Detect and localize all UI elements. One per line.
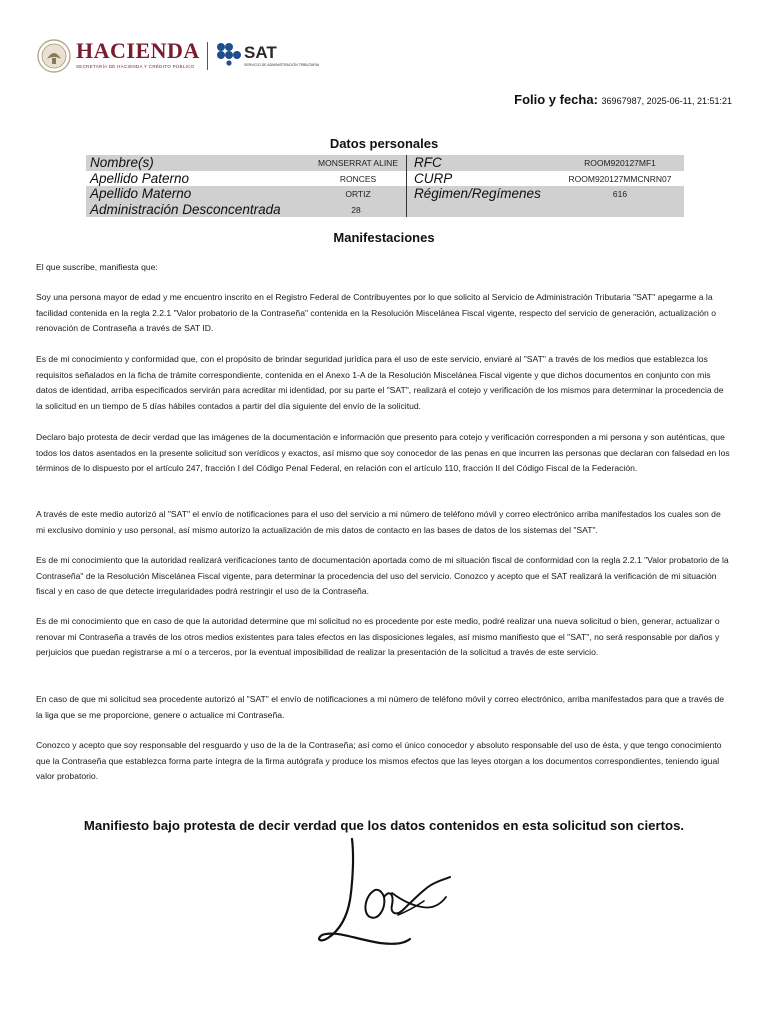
nombre-value: MONSERRAT ALINE <box>318 158 398 168</box>
curp-value: ROOM920127MMCNRN07 <box>568 173 672 184</box>
table-row <box>86 202 684 218</box>
paragraph: Conozco y acepto que soy responsable del resguardo y uso de la de la Contraseña; así como el único conocedor y absoluto responsable del uso de ésta, y que tengo conocimiento que la Contraseña que establezca forma parte íntegra de la firma autógrafa y produce los mismos efectos que las leyes otorgan a los documentos correspondientes, teniendo igual valor probatorio. <box>36 740 722 782</box>
manifestaciones-body <box>36 260 732 276</box>
paragraph-block <box>36 290 732 337</box>
paragraph-block <box>36 553 732 600</box>
folio-value: 36967987, 2025-06-11, 21:51:21 <box>601 96 732 106</box>
hacienda-logo-subtitle: SECRETARÍA DE HACIENDA Y CRÉDITO PÚBLICO <box>76 64 195 69</box>
paragraph-block <box>36 507 732 538</box>
folio-label: Folio y fecha: <box>514 92 598 107</box>
apellido-materno-label: Apellido Materno <box>90 186 192 201</box>
regimen-value: 616 <box>612 189 628 199</box>
folio-date <box>514 92 732 107</box>
paragraph-block <box>36 614 732 661</box>
coat-of-arms-seal-icon <box>36 38 72 74</box>
sat-logo-icon <box>216 42 242 66</box>
table-divider <box>406 155 407 217</box>
paragraph: Es de mi conocimiento que la autoridad realizará verificaciones tanto de documentación aportada como de mi situación fiscal de conformidad con la regla 2.2.1 "Valor probatorio de la Contraseña" de la Resolución Miscelánea Fiscal vigente, para determinar la procedencia del uso del servicio. Conozco y acepto que el SAT realizará la verificación de mi situación fiscal y en caso de que detecte irregularidades podrá restringir el uso de la Contraseña. <box>36 555 729 597</box>
rfc-label: RFC <box>414 155 442 170</box>
paragraph: En caso de que mi solicitud sea procedente autorizó al "SAT" el envío de notificaciones a mi número de teléfono móvil y correo electrónico, arriba manifestados para que a través de la liga que se me proporcione, genere o actualice mi Contraseña. <box>36 694 725 720</box>
apellido-paterno-label: Apellido Paterno <box>90 170 190 186</box>
table-row <box>86 186 684 202</box>
paragraph-block <box>36 430 732 477</box>
manifestaciones-title: Manifestaciones <box>333 230 435 245</box>
table-row <box>86 155 684 171</box>
rfc-value: ROOM920127MF1 <box>584 158 656 168</box>
paragraph-block <box>36 352 732 414</box>
regimen-label: Régimen/Regímenes <box>414 186 541 201</box>
apellido-materno-value: ORTIZ <box>345 189 371 199</box>
hacienda-logo-title: HACIENDA <box>76 38 200 63</box>
paragraph-block <box>36 692 732 723</box>
table-row <box>86 171 684 187</box>
administracion-label: Administración Desconcentrada <box>90 201 281 217</box>
document-header <box>36 36 436 76</box>
apellido-paterno-value: RONCES <box>339 173 377 184</box>
paragraph: Soy una persona mayor de edad y me encuentro inscrito en el Registro Federal de Contribuyentes por lo que solicito al Servicio de Administración Tributaria "SAT" apegarme a la facilidad contenida en la regla 2.2.1 "Valor probatorio de la Contraseña" contenida en la Resolución Miscelánea Fiscal vigente, respecto del servicio de generación, actualización o renovación de Contraseña a través de SAT ID. <box>36 292 717 334</box>
paragraph: A través de este medio autorizó al "SAT" el envío de notificaciones para el uso del servicio a mi número de teléfono móvil y correo electrónico arriba manifestados los cuales son de mi exclusivo dominio y uso personal, así mismo autorizo la actualización de mis datos de contacto en las bases de datos de los sistemas del "SAT". <box>36 509 721 535</box>
closing-statement: Manifiesto bajo protesta de decir verdad que los datos contenidos en esta solicitud son ciertos. <box>83 818 685 833</box>
sat-logo-title: SAT <box>244 43 277 62</box>
datos-personales-title: Datos personales <box>329 136 439 151</box>
paragraph: Declaro bajo protesta de decir verdad que las imágenes de la documentación e información que presento para cotejo y verificación corresponden a mi persona y son auténticas, que todos los datos asentados en la presente solicitud son verídicos y exactos, así mismo que soy conocedor de las penas en que incurren las personas que declaran con falsedad en los términos de lo dispuesto por el artículo 247, fracción I del Código Penal Federal, en relación con el artículo 110, fracción II del Código Fiscal de la Federación. <box>36 432 730 474</box>
paragraph-block <box>36 738 732 785</box>
paragraph: Es de mi conocimiento que en caso de que la autoridad determine que mi solicitud no es procedente por este medio, podré realizar una nueva solicitud o bien, generar, actualizar o renovar mi Contraseña a través de los otros medios existentes para tales efectos en las disposiciones legales, así mismo manifiesto que el "SAT", no será responsable por daños y perjuicios que puedan registrarse a mí o a terceros, por la eventual imposibilidad de realizar la presentación de la solicitud a través de este servicio. <box>36 616 720 658</box>
curp-label: CURP <box>414 170 453 186</box>
sat-logo-subtitle: SERVICIO DE ADMINISTRACIÓN TRIBUTARIA <box>244 63 320 67</box>
paragraph: El que suscribe, manifiesta que: <box>36 262 158 272</box>
paragraph: Es de mi conocimiento y conformidad que, con el propósito de brindar seguridad jurídica para el uso de este servicio, enviaré al "SAT" a través de los medios que establezca los requisitos señalados en la ficha de trámite correspondiente, contenida en el Anexo 1-A de la Resolución Miscelánea Fiscal vigente y que dichos documentos en conjunto con mis datos de identidad, arriba especificados servirán para acreditar mi identidad, por su parte el "SAT", realizará el cotejo y verificación de los mismos para determinar la procedencia de la solicitud en un tiempo de 5 días hábiles contados a partir del día siguiente del envío de la solicitud. <box>36 354 724 411</box>
datos-personales-table <box>86 155 684 217</box>
logo-divider <box>207 42 208 70</box>
administracion-value: 28 <box>351 204 361 215</box>
handwritten-signature <box>300 835 460 950</box>
nombre-label: Nombre(s) <box>90 155 154 170</box>
